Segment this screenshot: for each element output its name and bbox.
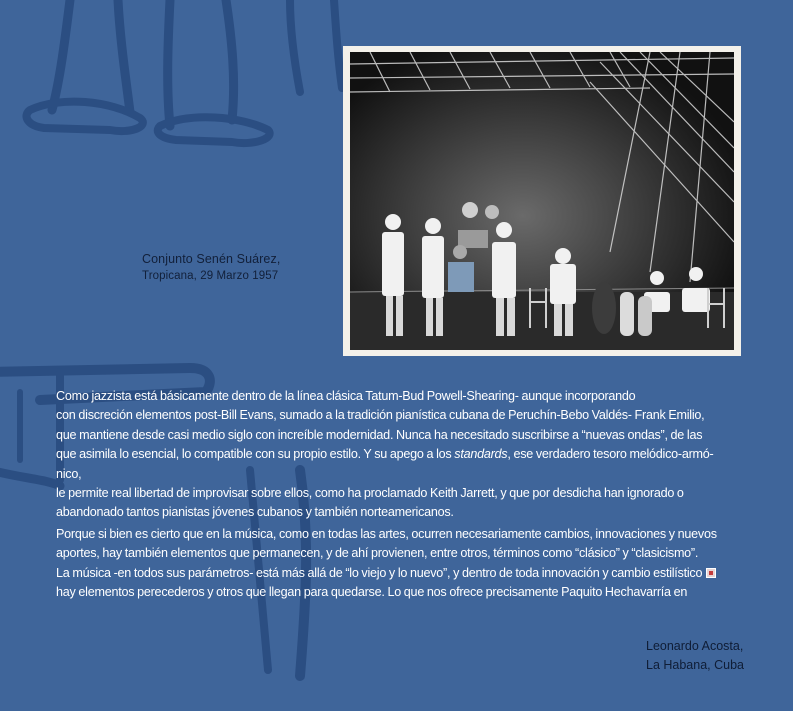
author-location: La Habana, Cuba xyxy=(646,658,744,672)
text-line: Porque si bien es cierto que en la música, como en todas las artes, ocurren necesariamente cambios, innovaciones y nuevos xyxy=(56,526,717,541)
text-line: que mantiene desde casi medio siglo con increíble modernidad. Nunca ha necesitado suscribirse a “nuevas ondas”, de las xyxy=(56,427,703,442)
photo-image xyxy=(350,52,734,350)
text-line: Como jazzista está básicamente dentro de la línea clásica Tatum-Bud Powell-Shearing- aunque incorporando xyxy=(56,389,636,403)
paragraph-1 xyxy=(56,387,756,523)
text-line: le permite real libertad de improvisar sobre ellos, como ha proclamado Keith Jarrett, y que por desdicha han ignorado o xyxy=(56,486,684,501)
text-line xyxy=(56,564,756,583)
band-photograph xyxy=(343,46,741,356)
text-line: hay elementos perecederos y otros que llegan para quedarse. Lo que nos ofrece precisamente Paquito Hechavarría en xyxy=(56,585,688,600)
text-fragment: que asimila lo esencial, lo compatible con su propio estilo. Y su apego a los xyxy=(56,447,455,462)
text-line xyxy=(56,445,756,464)
text-line: nico, xyxy=(56,466,82,481)
paragraph-2 xyxy=(56,525,756,603)
text-fragment: , ese verdadero tesoro melódico-armó- xyxy=(507,447,714,462)
caption-title: Conjunto Senén Suárez, xyxy=(142,252,281,266)
author-name: Leonardo Acosta, xyxy=(646,639,744,653)
text-line: aportes, hay también elementos que permanecen, y de ahí provienen, entre otros, términos como “clásico” y “clasicismo”. xyxy=(56,546,699,561)
text-line: con discreción elementos post-Bill Evans, sumado a la tradición pianística cubana de Peruchín-Bebo Valdés- Frank Emilio, xyxy=(56,408,705,423)
caption-date: Tropicana, 29 Marzo 1957 xyxy=(142,270,279,282)
text-fragment: La música -en todos sus parámetros- está más allá de “lo viejo y lo nuevo”, y dentro de toda innovación y cambio estilístico xyxy=(56,565,703,580)
standards-term: standards xyxy=(454,447,508,462)
author-signature xyxy=(646,637,744,675)
photo-caption xyxy=(142,251,280,285)
article-body xyxy=(56,387,756,602)
continue-marker-icon xyxy=(706,568,716,578)
text-line: abandonado tantos pianistas jóvenes cubanos y también norteamericanos. xyxy=(56,505,454,520)
